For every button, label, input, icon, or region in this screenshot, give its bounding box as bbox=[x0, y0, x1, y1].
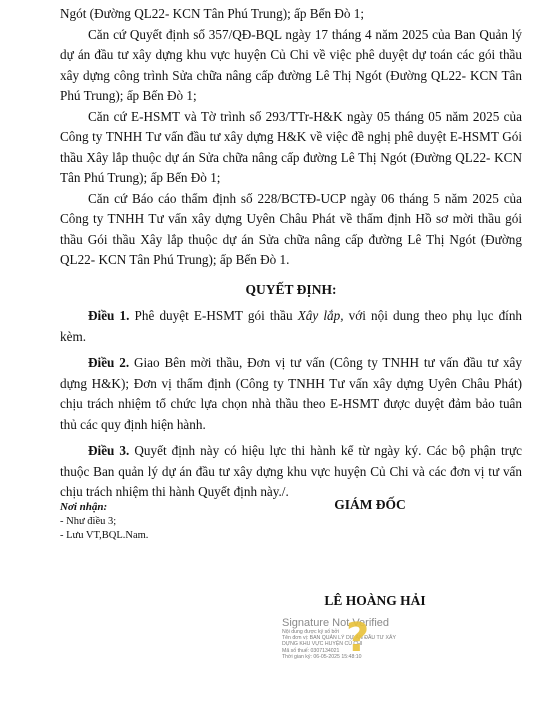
recipients-block bbox=[60, 500, 260, 544]
signature-status: Signature Not Verified bbox=[282, 617, 390, 629]
paragraph-basis-357: Căn cứ Quyết định số 357/QĐ-BQL ngày 17 tháng 4 năm 2025 của Ban Quản lý dự án đầu tư xây dựng khu vực huyện Củ Chi về việc phê duyệt dự toán các gói thầu xây dựng công trình Sửa chữa nâng cấp đường Lê Thị Ngót (Đường QL22- KCN Tân Phú Trung); ấp Bến Đò 1; bbox=[60, 26, 522, 103]
article-1-text-after: với nội dung theo phụ lục đính kèm. bbox=[60, 308, 523, 344]
article-1-label: Điều 1. bbox=[88, 308, 130, 323]
question-mark-icon: ? bbox=[346, 615, 370, 661]
article-2-text: Giao Bên mời thầu, Đơn vị tư vấn (Công ty TNHH tư vấn đầu tư xây dựng H&K); Đơn vị thẩm định (Công ty TNHH Tư vấn xây dựng Uyên Châu Phát) chịu trách nhiệm tổ chức lựa chọn nhà thầu theo E-HSMT được duyệt đảm bảo tuân thủ các quy định hiện hành. bbox=[60, 355, 523, 432]
recipients-title: Nơi nhận: bbox=[60, 501, 108, 513]
paragraph-basis-293: Căn cứ E-HSMT và Tờ trình số 293/TTr-H&K ngày 05 tháng 05 năm 2025 của Công ty TNHH Tư vấn đầu tư xây dựng H&K về việc đề nghị phê duyệt E-HSMT Gói thầu Xây lắp thuộc dự án Sửa chữa nâng cấp đường Lê Thị Ngót (Đường QL22- KCN Tân Phú Trung); ấp Bến Đò 1; bbox=[60, 108, 522, 185]
article-1-text-before: Phê duyệt E-HSMT gói thầu bbox=[129, 308, 298, 323]
article-1-italic: Xây lắp, bbox=[297, 308, 344, 323]
paragraph-basis-228: Căn cứ Báo cáo thẩm định số 228/BCTĐ-UCP ngày 06 tháng 5 năm 2025 của Công ty TNHH Tư vấn xây dựng Uyên Châu Phát về thẩm định Hồ sơ mời thầu gói thầu Gói thầu Xây lắp thuộc dự án Sửa chữa nâng cấp đường Lê Thị Ngót (Đường QL22- KCN Tân Phú Trung); ấp Bến Đò 1. bbox=[60, 190, 522, 267]
paragraph-continuation: Ngót (Đường QL22- KCN Tân Phú Trung); ấp Bến Đò 1; bbox=[60, 6, 365, 21]
article-2 bbox=[60, 353, 522, 435]
document-body bbox=[60, 4, 522, 509]
article-1 bbox=[60, 306, 522, 347]
article-3 bbox=[60, 441, 522, 503]
decision-heading: QUYẾT ĐỊNH: bbox=[245, 281, 337, 297]
digital-signature-box[interactable] bbox=[282, 617, 422, 673]
signature-line: DỰNG KHU VỰC HUYỆN CỦ CHI bbox=[282, 641, 363, 648]
signer-name: LÊ HOÀNG HẢI bbox=[324, 593, 426, 608]
signature-line: Tên đơn vị: BAN QUẢN LÝ DỰ ÁN ĐẦU TƯ XÂY bbox=[282, 635, 396, 642]
article-2-label: Điều 2. bbox=[88, 355, 130, 370]
signature-line: Thời gian ký: 06-05-2025 15:48:10 bbox=[282, 653, 362, 660]
recipient-item: - Như điều 3; bbox=[60, 515, 117, 527]
signer-title: GIÁM ĐỐC bbox=[334, 497, 406, 512]
signature-line: Nội dung được ký số bởi bbox=[282, 629, 339, 635]
article-3-label: Điều 3. bbox=[88, 443, 130, 458]
signer-block bbox=[300, 497, 440, 513]
signature-line: Mã số thuế: 0307134021 bbox=[282, 647, 340, 654]
recipient-item: - Lưu VT,BQL.Nam. bbox=[60, 530, 149, 541]
article-3-text: Quyết định này có hiệu lực thi hành kể từ ngày ký. Các bộ phận trực thuộc Ban quản lý dự án đầu tư xây dựng khu vực huyện Củ Chi và các đơn vị tư vấn chịu trách nhiệm thi hành Quyết định này./. bbox=[60, 443, 522, 499]
